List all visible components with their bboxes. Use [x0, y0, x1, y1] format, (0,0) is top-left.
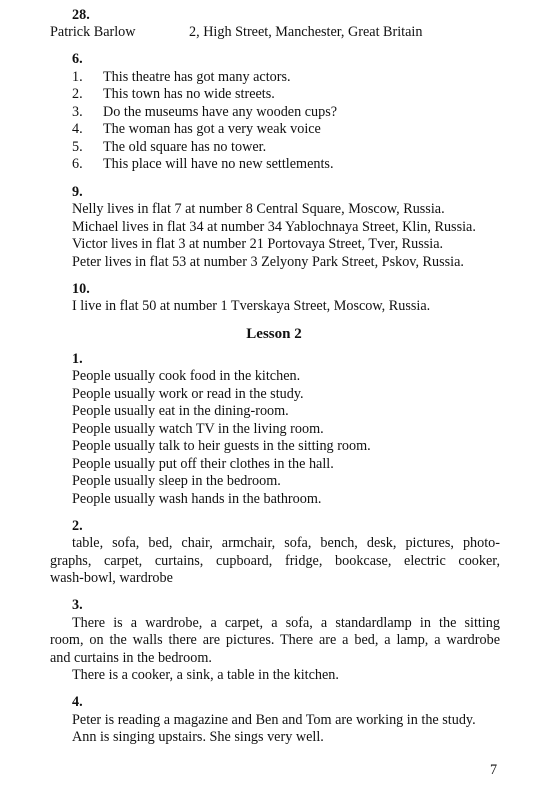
text-line: Peter lives in flat 53 at number 3 Zelyony Park Street, Pskov, Russia. — [72, 254, 464, 270]
text-line: People usually cook food in the kitchen. — [72, 368, 301, 384]
text-line: graphs, carpet, curtains, cupboard, fridge, bookcase, electric cooker, — [50, 553, 500, 569]
text-line: Michael lives in flat 34 at number 34 Yablochnaya Street, Klin, Russia. — [72, 219, 476, 235]
text-line: wash-bowl, wardrobe — [50, 570, 173, 586]
text-line: room, on the walls there are pictures. There are a bed, a lamp, a wardrobe — [50, 632, 500, 648]
text-line: There is a wardrobe, a carpet, a sofa, a standardlamp in the sitting — [72, 615, 500, 631]
list-item-number: 4. — [72, 121, 83, 137]
section-number: 28. — [72, 7, 90, 23]
person-name: Patrick Barlow — [50, 24, 136, 40]
list-item-text: The woman has got a very weak voice — [103, 121, 321, 137]
text-line: Peter is reading a magazine and Ben and Tom are working in the study. — [72, 712, 476, 728]
list-item-text: Do the museums have any wooden cups? — [103, 104, 338, 120]
list-item-text: This theatre has got many actors. — [103, 69, 291, 85]
section-number: 9. — [72, 184, 83, 200]
text-line: Nelly lives in flat 7 at number 8 Central Square, Moscow, Russia. — [72, 201, 445, 217]
text-line: People usually wash hands in the bathroom. — [72, 491, 322, 507]
text-line: People usually watch TV in the living room. — [72, 421, 324, 437]
text-line: I live in flat 50 at number 1 Tverskaya Street, Moscow, Russia. — [72, 298, 431, 314]
text-line: People usually eat in the dining-room. — [72, 403, 289, 419]
list-item-text: This place will have no new settlements. — [103, 156, 334, 172]
list-item-number: 3. — [72, 104, 83, 120]
list-item-number: 6. — [72, 156, 83, 172]
text-line: People usually put off their clothes in the hall. — [72, 456, 334, 472]
text-line: There is a cooker, a sink, a table in the kitchen. — [72, 667, 339, 683]
section-number: 10. — [72, 281, 90, 297]
address: 2, High Street, Manchester, Great Britain — [189, 24, 423, 40]
section-number: 2. — [72, 518, 83, 534]
text-line: People usually work or read in the study. — [72, 386, 304, 402]
text-line: People usually talk to heir guests in the sitting room. — [72, 438, 371, 454]
list-item-text: The old square has no tower. — [103, 139, 267, 155]
lesson-title: Lesson 2 — [246, 326, 302, 342]
section-number: 6. — [72, 51, 83, 67]
text-line: table, sofa, bed, chair, armchair, sofa, bench, desk, pictures, photo- — [72, 535, 500, 551]
page-number: 7 — [490, 762, 498, 778]
text-line: and curtains in the bedroom. — [50, 650, 212, 666]
section-number: 3. — [72, 597, 83, 613]
text-line: People usually sleep in the bedroom. — [72, 473, 281, 489]
list-item-number: 1. — [72, 69, 83, 85]
section-number: 1. — [72, 351, 83, 367]
section-number: 4. — [72, 694, 83, 710]
list-item-number: 5. — [72, 139, 83, 155]
text-line: Ann is singing upstairs. She sings very well. — [72, 729, 324, 745]
text-line: Victor lives in flat 3 at number 21 Portovaya Street, Tver, Russia. — [72, 236, 444, 252]
list-item-number: 2. — [72, 86, 83, 102]
list-item-text: This town has no wide streets. — [103, 86, 275, 102]
